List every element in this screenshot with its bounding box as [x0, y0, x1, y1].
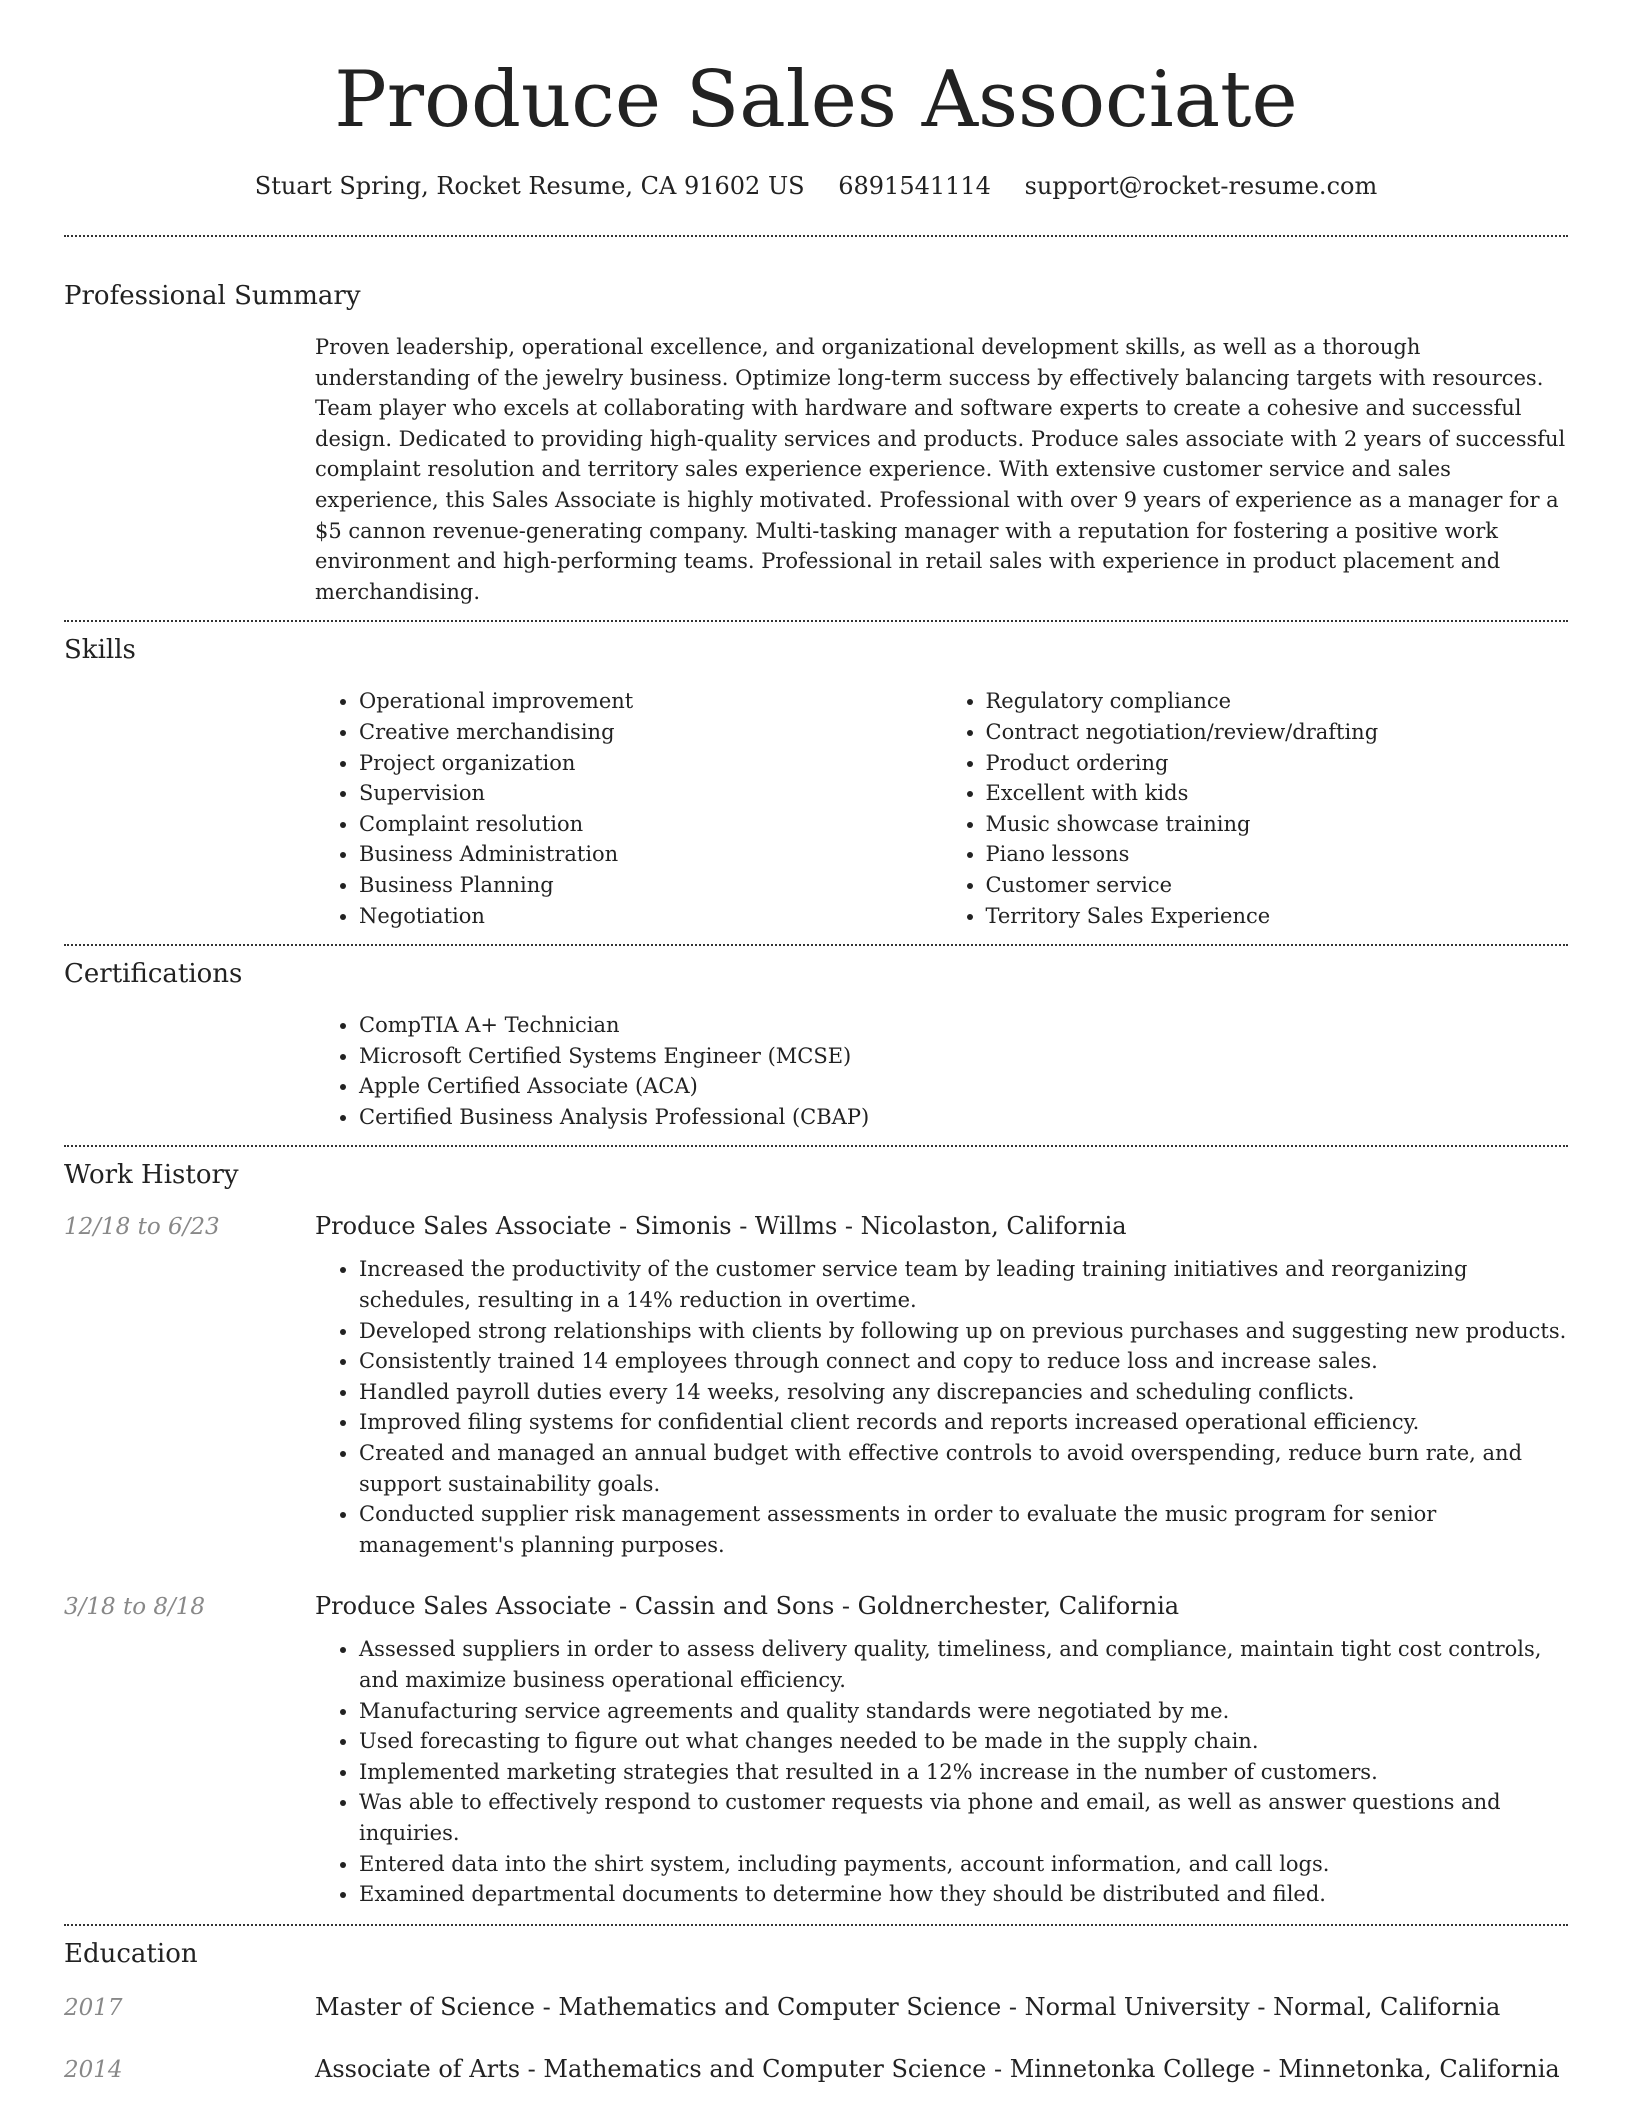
divider	[64, 1145, 1568, 1147]
skill-item: • Customer service	[986, 870, 1569, 901]
section-title-education: Education	[64, 1938, 198, 1969]
skill-item: • Creative merchandising	[359, 717, 942, 748]
divider	[64, 620, 1568, 622]
job-bullet: • Consistently trained 14 employees through connect and copy to reduce loss and increase sales.	[359, 1346, 1568, 1377]
education-year: 2014	[64, 2056, 123, 2083]
job-bullet: • Examined departmental documents to determine how they should be distributed and filed.	[359, 1879, 1568, 1910]
skill-item: • Operational improvement	[359, 686, 942, 717]
summary-section	[64, 279, 1568, 607]
certification-item: • CompTIA A+ Technician	[359, 1010, 1568, 1041]
certifications-list	[315, 1010, 1568, 1132]
skill-item: • Complaint resolution	[359, 809, 942, 840]
certification-item: • Microsoft Certified Systems Engineer (MCSE)	[359, 1041, 1568, 1072]
job-body	[315, 1254, 1568, 1560]
job-bullet: • Manufacturing service agreements and quality standards were negotiated by me.	[359, 1696, 1568, 1727]
job-bullet: • Used forecasting to figure out what changes needed to be made in the supply chain.	[359, 1726, 1568, 1757]
section-title-skills: Skills	[64, 635, 136, 666]
job-dates: 12/18 to 6/23	[64, 1214, 220, 1241]
job-bullet: • Conducted supplier risk management assessments in order to evaluate the music program for senior management's planning purposes.	[359, 1499, 1568, 1560]
skill-item: • Territory Sales Experience	[986, 901, 1569, 932]
summary-text: Proven leadership, operational excellence, and organizational development skills, as well as a thorough understanding of the jewelry business. Optimize long-term success by effectively balancing targets with resources. Team player who excels at collaborating with hardware and software experts to create a cohesive and successful design. Dedicated to providing high-quality services and products. Produce sales associate with 2 years of successful complaint resolution and territory sales experience experience. With extensive customer service and sales experience, this Sales Associate is highly motivated. Professional with over 9 years of experience as a manager for a $5 cannon revenue-generating company. Multi-tasking manager with a reputation for fostering a positive work environment and high-performing teams. Professional in retail sales with experience in product placement and merchandising.	[315, 335, 1566, 604]
job-bullet: • Improved filing systems for confidential client records and reports increased operational efficiency.	[359, 1407, 1568, 1438]
skills-list-right	[942, 686, 1569, 931]
skill-item: • Business Administration	[359, 839, 942, 870]
certification-item: • Apple Certified Associate (ACA)	[359, 1071, 1568, 1102]
skill-item: • Contract negotiation/review/drafting	[986, 717, 1569, 748]
job-bullets	[315, 1254, 1568, 1560]
job-entry	[64, 1592, 1568, 1909]
job-bullet: • Implemented marketing strategies that resulted in a 12% increase in the number of customers.	[359, 1757, 1568, 1788]
job-bullet: • Assessed suppliers in order to assess delivery quality, timeliness, and compliance, maintain tight cost controls, and maximize business operational efficiency.	[359, 1634, 1568, 1695]
contact-phone: 6891541114	[838, 172, 991, 200]
job-entry	[64, 1212, 1568, 1560]
skill-item: • Business Planning	[359, 870, 942, 901]
job-bullet: • Created and managed an annual budget with effective controls to avoid overspending, reduce burn rate, and support sustainability goals.	[359, 1438, 1568, 1499]
work-section	[64, 1158, 1568, 1909]
skill-item: • Project organization	[359, 748, 942, 779]
job-bullets	[315, 1634, 1568, 1909]
job-bullet: • Handled payroll duties every 14 weeks, resolving any discrepancies and scheduling conflicts.	[359, 1377, 1568, 1408]
skills-list-left	[315, 686, 942, 931]
education-entry	[64, 1993, 1568, 2021]
certifications-section	[64, 957, 1568, 1132]
section-title-certifications: Certifications	[64, 959, 243, 990]
skill-item: • Excellent with kids	[986, 778, 1569, 809]
job-title: Produce Sales Associate - Simonis - Willms - Nicolaston, California	[315, 1212, 1127, 1241]
section-title-work: Work History	[64, 1160, 239, 1191]
job-bullet: • Developed strong relationships with clients by following up on previous purchases and suggesting new products.	[359, 1316, 1568, 1347]
skill-item: • Negotiation	[359, 901, 942, 932]
skill-item: • Music showcase training	[986, 809, 1569, 840]
section-title-summary: Professional Summary	[64, 281, 361, 311]
job-header	[64, 1592, 1568, 1620]
job-dates: 3/18 to 8/18	[64, 1594, 206, 1621]
job-bullet: • Entered data into the shirt system, including payments, account information, and call logs.	[359, 1849, 1568, 1880]
skill-item: • Product ordering	[986, 748, 1569, 779]
education-title: Associate of Arts - Mathematics and Computer Science - Minnetonka College - Minnetonka, California	[315, 2054, 1560, 2083]
education-year: 2017	[64, 1994, 123, 2021]
divider	[64, 235, 1568, 237]
skills-section	[64, 633, 1568, 931]
job-body	[315, 1634, 1568, 1909]
divider	[64, 1924, 1568, 1926]
job-bullet: • Increased the productivity of the customer service team by leading training initiatives and reorganizing schedules, resulting in a 14% reduction in overtime.	[359, 1254, 1568, 1315]
contact-line	[64, 170, 1568, 202]
certifications-body	[315, 1010, 1568, 1132]
education-section	[64, 1937, 1568, 2083]
resume-name: Produce Sales Associate	[334, 55, 1298, 145]
skills-grid	[315, 686, 1568, 931]
education-entry	[64, 2055, 1568, 2083]
contact-email: support@rocket-resume.com	[1024, 172, 1378, 200]
resume-page	[64, 0, 1568, 2083]
skill-item: • Regulatory compliance	[986, 686, 1569, 717]
education-title: Master of Science - Mathematics and Computer Science - Normal University - Normal, California	[315, 1992, 1501, 2021]
job-header	[64, 1212, 1568, 1240]
skill-item: • Supervision	[359, 778, 942, 809]
contact-address: Stuart Spring, Rocket Resume, CA 91602 US	[254, 172, 805, 200]
divider	[64, 944, 1568, 946]
job-title: Produce Sales Associate - Cassin and Sons - Goldnerchester, California	[315, 1592, 1180, 1621]
certification-item: • Certified Business Analysis Professional (CBAP)	[359, 1102, 1568, 1133]
skill-item: • Piano lessons	[986, 839, 1569, 870]
job-bullet: • Was able to effectively respond to customer requests via phone and email, as well as answer questions and inquiries.	[359, 1787, 1568, 1848]
